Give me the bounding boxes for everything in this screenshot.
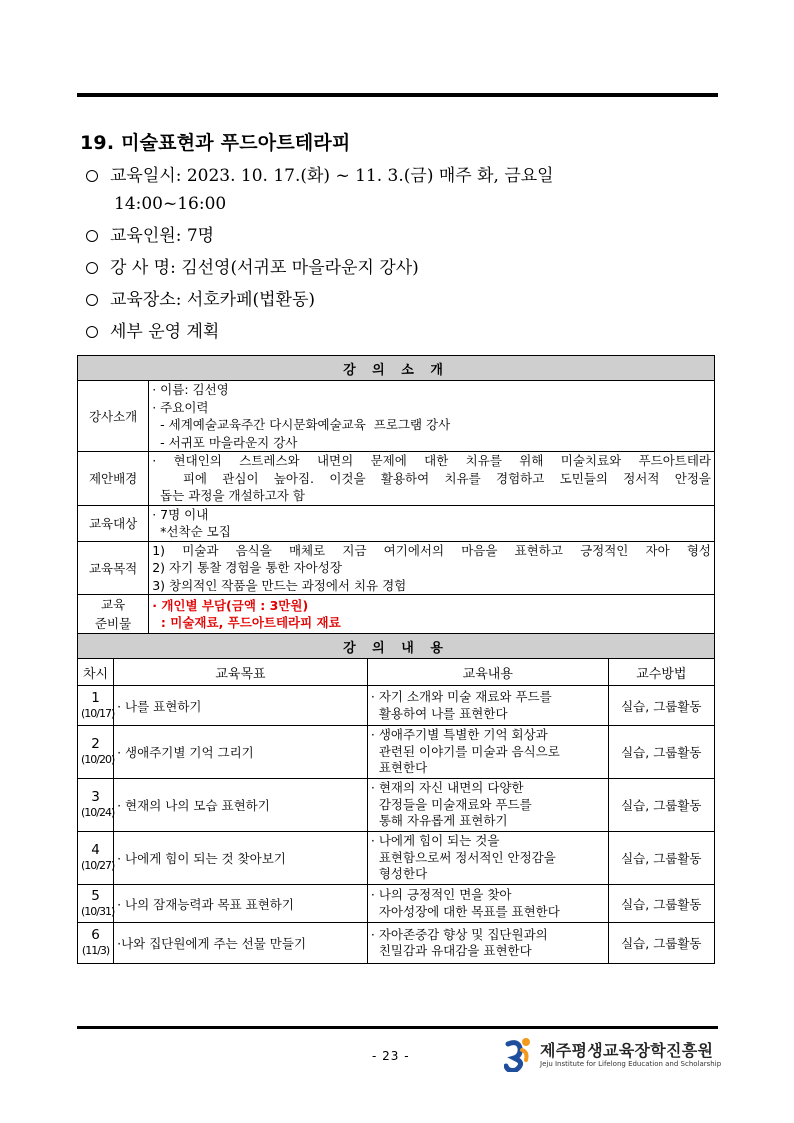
table-row <box>78 726 715 779</box>
content-line: 3) 창의적인 작품을 만드는 과정에서 치유 경험 <box>152 577 407 593</box>
bullet-schedule-time: 14:00~16:00 <box>114 194 227 214</box>
jeju-institute-logo-icon <box>504 1036 534 1072</box>
bullet-text: 강 사 명: 김선영(서귀포 마을라운지 강사) <box>110 258 419 278</box>
intro-heading: 강 의 소 개 <box>78 356 715 381</box>
content-line: · 생애주기별 특별한 기억 회상과 <box>370 727 548 743</box>
organization-subtitle: Jeju Institute for Lifelong Education and Scholarship <box>540 1060 722 1068</box>
content-line: 2) 자기 통찰 경험을 통한 자아성장 <box>152 560 342 575</box>
row-label-background: 제안배경 <box>78 452 149 506</box>
table-row <box>78 381 715 452</box>
content-line: 표현한다 <box>370 760 428 776</box>
session-number: 1 <box>91 689 100 706</box>
session-cell <box>78 923 114 964</box>
table-row <box>78 505 715 541</box>
session-number: 6 <box>91 927 100 943</box>
bottom-rule <box>77 1026 718 1029</box>
row-label-instructor: 강사소개 <box>78 381 149 452</box>
content-line: 형성한다 <box>370 866 428 882</box>
row-label-purpose: 교육목적 <box>78 541 149 595</box>
session-number: 3 <box>91 789 100 805</box>
row-content-background <box>149 452 715 506</box>
section-title: 19. 미술표현과 푸드아트테라피 <box>80 132 351 154</box>
row-content-purpose <box>149 541 715 595</box>
column-header-session: 차시 <box>78 659 114 686</box>
circle-bullet-icon <box>86 230 98 242</box>
session-number: 5 <box>91 887 100 904</box>
page-number: - 23 - <box>372 1049 410 1063</box>
content-line: · 나에게 힘이 되는 것을 <box>370 833 500 849</box>
session-content <box>367 686 608 726</box>
session-date: (10/27) <box>81 859 115 872</box>
session-method: 실습, 그룹활동 <box>608 726 714 779</box>
session-cell <box>78 832 114 885</box>
column-header-content: 교육내용 <box>367 659 608 686</box>
session-method: 실습, 그룹활동 <box>608 885 714 923</box>
table-row <box>78 832 715 885</box>
content-line: 친밀감과 유대감을 표현한다 <box>370 943 532 958</box>
session-date: (10/24) <box>81 806 115 819</box>
content-line: · 이름: 김선영 <box>152 382 229 397</box>
content-line: · 주요이력 <box>152 399 209 415</box>
content-line: · 개인별 부담(금액 : 3만원) <box>152 597 309 613</box>
session-content <box>367 726 608 779</box>
content-line: · 현재의 자신 내면의 다양한 <box>370 780 524 796</box>
session-date: (10/17) <box>81 706 115 720</box>
session-method: 실습, 그룹활동 <box>608 779 714 832</box>
course-plan-table <box>77 355 715 964</box>
bullet-text: 세부 운영 계획 <box>110 322 220 342</box>
bullet-text: 교육일시: 2023. 10. 17.(화) ~ 11. 3.(금) 매주 화, 금요일 <box>110 166 554 186</box>
session-content <box>367 832 608 885</box>
content-line: 표현함으로써 정서적인 안정감을 <box>370 849 556 865</box>
organization-logo <box>504 1036 722 1076</box>
session-content <box>367 779 608 832</box>
content-line: · 자아존중감 향상 및 집단원과의 <box>370 926 548 942</box>
circle-bullet-icon <box>86 262 98 274</box>
content-line: 돕는 과정을 개설하고자 함 <box>152 488 305 503</box>
content-line: : 미술재료, 푸드아트테라피 재료 <box>152 615 341 630</box>
content-line: 감정들을 미술재료와 푸드를 <box>370 796 532 812</box>
content-line: 피에 관심이 높아짐. 이것을 활용하여 치유를 경험하고 도민들의 정서적 안정을 <box>152 470 711 486</box>
row-label-materials <box>78 595 149 634</box>
circle-bullet-icon <box>86 170 98 182</box>
content-line: · 현대인의 스트레스와 내면의 문제에 대한 치유를 위해 미술치료와 푸드아트테라 <box>152 453 711 468</box>
content-line: 자아성장에 대한 목표를 표현한다 <box>370 903 560 919</box>
session-method: 실습, 그룹활동 <box>608 832 714 885</box>
column-header-row <box>78 659 715 686</box>
circle-bullet-icon <box>86 294 98 306</box>
table-row <box>78 779 715 832</box>
content-line: 활용하여 나를 표현한다 <box>370 705 508 721</box>
row-content-materials <box>149 595 715 634</box>
label-line: 교육 <box>101 597 126 612</box>
bullet-location <box>86 284 726 316</box>
table-row <box>78 885 715 923</box>
content-line: 통해 자유롭게 표현하기 <box>370 813 508 829</box>
session-date: (10/20) <box>81 753 115 766</box>
session-cell <box>78 885 114 923</box>
bullet-headcount <box>86 220 726 252</box>
session-goal: ·나와 집단원에게 주는 선물 만들기 <box>114 923 368 964</box>
session-content <box>367 923 608 964</box>
table-row <box>78 452 715 506</box>
session-cell <box>78 726 114 779</box>
top-rule <box>77 93 718 97</box>
session-date: (10/31) <box>81 904 115 918</box>
label-line: 준비물 <box>94 616 132 631</box>
session-method: 실습, 그룹활동 <box>608 686 714 726</box>
column-header-method: 교수방법 <box>608 659 714 686</box>
circle-bullet-icon <box>86 326 98 338</box>
session-cell <box>78 779 114 832</box>
bullet-instructor <box>86 252 726 284</box>
session-goal: · 생애주기별 기억 그리기 <box>114 726 368 779</box>
content-line: · 7명 이내 <box>152 506 209 522</box>
content-line: · 자기 소개와 미술 재료와 푸드를 <box>370 689 552 704</box>
session-method: 실습, 그룹활동 <box>608 923 714 964</box>
bullet-text: 교육인원: 7명 <box>110 226 215 246</box>
session-date: (11/3) <box>81 944 110 957</box>
table-row <box>78 923 715 964</box>
session-content <box>367 885 608 923</box>
overview-bullets <box>86 160 726 348</box>
session-goal: · 나에게 힘이 되는 것 찾아보기 <box>114 832 368 885</box>
table-row <box>78 541 715 595</box>
content-heading: 강 의 내 용 <box>78 634 715 659</box>
bullet-plan <box>86 316 726 348</box>
session-goal: · 나를 표현하기 <box>114 686 368 726</box>
session-number: 4 <box>91 842 100 858</box>
session-goal: · 현재의 나의 모습 표현하기 <box>114 779 368 832</box>
bullet-schedule <box>86 160 726 192</box>
content-line: - 서귀포 마을라운지 강사 <box>152 434 298 450</box>
content-line: - 세계예술교육주간 다시문화예술교육 프로그램 강사 <box>152 417 451 432</box>
session-number: 2 <box>91 736 100 752</box>
row-content-target <box>149 505 715 541</box>
table-row <box>78 595 715 634</box>
content-line: 관련된 이야기를 미술과 음식으로 <box>370 743 560 759</box>
organization-name: 제주평생교육장학진흥원 <box>540 1041 714 1060</box>
column-header-goal: 교육목표 <box>114 659 368 686</box>
content-line: · 나의 긍정적인 면을 찾아 <box>370 887 512 902</box>
session-goal: · 나의 잠재능력과 목표 표현하기 <box>114 885 368 923</box>
bullet-text: 교육장소: 서호카페(법환동) <box>110 290 316 310</box>
row-content-instructor <box>149 381 715 452</box>
content-line: *선착순 모집 <box>152 524 231 539</box>
content-line: 1) 미술과 음식을 매체로 지금 여기에서의 마음을 표현하고 긍정적인 자아 형성 <box>152 542 711 558</box>
row-label-target: 교육대상 <box>78 505 149 541</box>
session-cell <box>78 686 114 726</box>
table-row <box>78 686 715 726</box>
